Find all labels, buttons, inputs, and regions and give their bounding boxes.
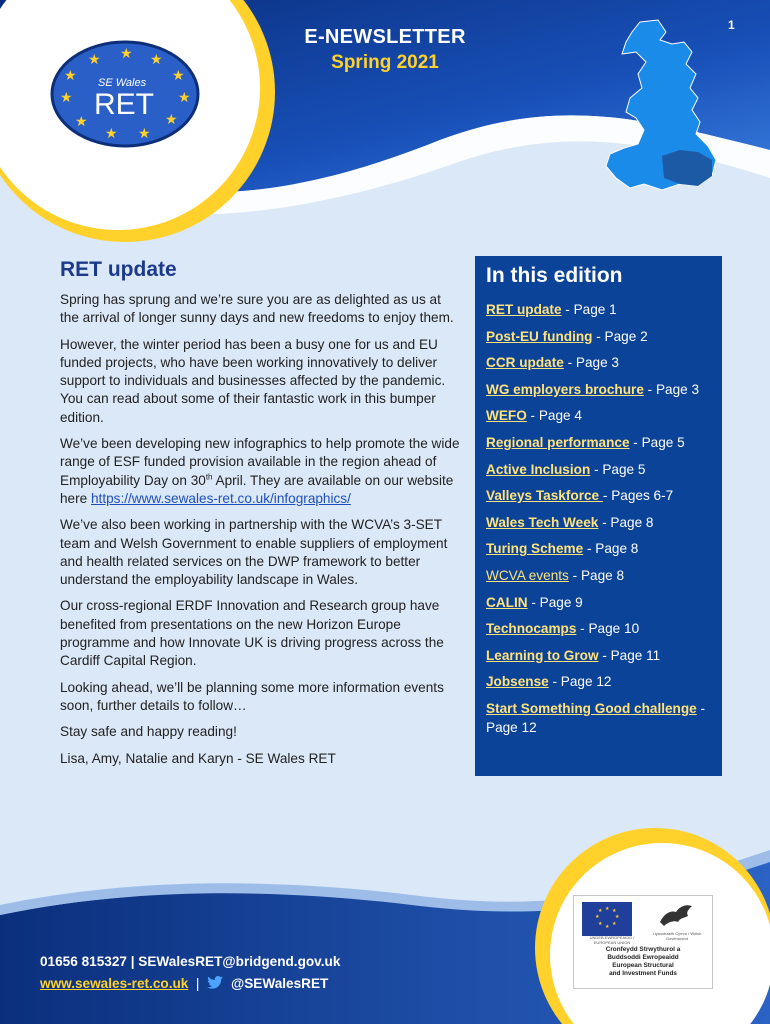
toc-link[interactable]: Regional performance: [486, 434, 630, 450]
toc-page: - Page 8: [583, 541, 639, 557]
toc-page: - Page 3: [563, 355, 619, 371]
toc-link[interactable]: CCR update: [486, 355, 564, 371]
toc-item: [486, 433, 718, 452]
toc-item: [486, 353, 718, 372]
svg-text:★: ★: [172, 68, 185, 84]
twitter-handle-link[interactable]: @SEWalesRET: [230, 976, 329, 991]
svg-text:★: ★: [105, 126, 118, 142]
toc-item: [486, 646, 718, 665]
esif-line: Cronfeydd Strwythurol a: [605, 946, 681, 953]
toc-page: - Pages 6-7: [602, 488, 674, 504]
svg-text:★: ★: [75, 114, 88, 130]
page-number: 1: [728, 18, 735, 32]
svg-text:★: ★: [605, 924, 610, 930]
svg-text:★: ★: [88, 52, 101, 68]
svg-text:★: ★: [60, 90, 73, 106]
welsh-dragon-icon: [656, 900, 696, 930]
paragraph-text: We’ve been developing new infographics to help promote the wide range of ESF funded provision available in the region ahead of Employability Day on 30: [60, 436, 460, 488]
toc-link[interactable]: WEFO: [486, 408, 527, 424]
paragraph: However, the winter period has been a busy one for us and EU funded projects, who have been working innovatively to deliver support to individuals and businesses affected by the pandemic. You can read about some of their fantastic work in this bumper edition.: [60, 336, 446, 425]
wales-map-icon: [600, 18, 718, 198]
toc-link[interactable]: CALIN: [486, 594, 528, 610]
svg-text:★: ★: [598, 921, 603, 927]
toc-link[interactable]: Post-EU funding: [486, 328, 593, 344]
twitter-bird-icon: [207, 976, 223, 989]
esif-line: and Investment Funds: [609, 970, 677, 977]
toc-link[interactable]: WCVA events: [486, 567, 569, 583]
svg-text:★: ★: [615, 914, 620, 920]
logo-big-text: RET: [94, 88, 154, 121]
eu-funding-badge: [573, 895, 713, 989]
toc-page: - Page 5: [629, 434, 685, 450]
toc-item: [486, 406, 718, 425]
toc-link[interactable]: Valleys Taskforce: [486, 488, 603, 504]
wg-label: Llywodraeth Cymru / Welsh Government: [652, 931, 702, 941]
toc-link[interactable]: Jobsense: [486, 674, 549, 690]
svg-text:★: ★: [165, 112, 178, 128]
svg-text:★: ★: [612, 921, 617, 927]
footer-links: [40, 976, 328, 991]
footer-contact: 01656 815327 | SEWalesRET@bridgend.gov.uk: [40, 954, 341, 969]
toc-page: - Page 12: [486, 700, 706, 735]
toc-page: - Page 4: [526, 408, 582, 424]
footer-separator: |: [188, 976, 207, 991]
svg-text:★: ★: [64, 68, 77, 84]
paragraph-text: April. They are available on our website here: [60, 472, 454, 506]
svg-text:★: ★: [598, 908, 603, 914]
toc-heading: In this edition: [486, 264, 623, 287]
paragraph-infographics: [60, 435, 460, 508]
toc-page: - Page 8: [598, 514, 654, 530]
svg-text:★: ★: [595, 914, 600, 920]
toc-item: [486, 539, 718, 558]
svg-text:★: ★: [612, 908, 617, 914]
toc-page: - Page 8: [568, 567, 625, 583]
toc-page: - Page 12: [548, 674, 612, 690]
esif-label: [578, 946, 708, 978]
toc-page: - Page 10: [576, 621, 640, 637]
paragraph: Looking ahead, we’ll be planning some more information events soon, further details to follow…: [60, 679, 444, 713]
svg-text:★: ★: [178, 90, 191, 106]
toc-page: - Page 1: [561, 302, 617, 317]
paragraph: We’ve also been working in partnership with the WCVA’s 3-SET team and Welsh Government to enable suppliers of employment and health related services on the DWP framework to better understand the employability landscape in Wales.: [60, 517, 448, 588]
toc-item: [486, 699, 718, 737]
esif-line: Buddsoddi Ewropeaidd: [607, 954, 679, 961]
toc-page: - Page 3: [643, 381, 700, 397]
toc-link[interactable]: Turing Scheme: [486, 541, 584, 557]
paragraph: Spring has sprung and we’re sure you are as delighted as us at the arrival of longer sunny days and new freedoms to enjoy them.: [60, 292, 454, 326]
toc-page: - Page 11: [598, 647, 661, 663]
toc-link[interactable]: WG employers brochure: [486, 381, 644, 397]
svg-text:★: ★: [150, 52, 163, 68]
ret-logo: [50, 40, 200, 148]
superscript: th: [205, 472, 213, 482]
toc-link[interactable]: Active Inclusion: [486, 461, 591, 477]
newsletter-subtitle: Spring 2021: [331, 52, 439, 73]
toc-page: - Page 5: [590, 461, 646, 477]
toc-link[interactable]: Start Something Good challenge: [486, 700, 697, 716]
toc-item: [486, 513, 718, 532]
eu-label: UNDEB EWROPEAIDD / EUROPEAN UNION: [589, 935, 635, 945]
website-link[interactable]: www.sewales-ret.co.uk: [40, 976, 189, 991]
toc-item: [486, 380, 718, 399]
toc-item: [486, 619, 718, 638]
article-body: [60, 291, 460, 776]
svg-text:★: ★: [605, 906, 610, 912]
toc-item: [486, 327, 718, 346]
newsletter-title: E-NEWSLETTER: [304, 26, 466, 48]
toc-link[interactable]: Wales Tech Week: [486, 514, 599, 530]
toc-link[interactable]: Technocamps: [486, 621, 577, 637]
signature: Lisa, Amy, Natalie and Karyn - SE Wales RET: [60, 750, 336, 766]
paragraph: Stay safe and happy reading!: [60, 724, 237, 740]
infographics-link[interactable]: https://www.sewales-ret.co.uk/infographics/: [90, 490, 351, 506]
toc-page: - Page 9: [527, 594, 583, 610]
toc-item: [486, 566, 718, 585]
paragraph: Our cross-regional ERDF Innovation and Research group have benefited from presentations on the new Horizon Europe programme and how Innovate UK is driving progress across the Cardiff Capital Region.: [60, 598, 444, 669]
eu-flag-icon: [582, 902, 632, 936]
toc-item: [486, 300, 718, 319]
toc-link[interactable]: RET update: [486, 302, 562, 317]
toc-item: [486, 460, 718, 479]
svg-text:★: ★: [138, 126, 151, 142]
logo-small-text: SE Wales: [98, 77, 147, 89]
toc-list: [486, 300, 718, 745]
toc-item: [486, 486, 718, 505]
toc-item: [486, 593, 718, 612]
section-heading: RET update: [60, 258, 177, 281]
toc-link[interactable]: Learning to Grow: [486, 647, 599, 663]
esif-line: European Structural: [612, 962, 674, 969]
toc-page: - Page 2: [592, 328, 648, 344]
toc-item: [486, 672, 718, 691]
svg-text:★: ★: [120, 46, 133, 62]
